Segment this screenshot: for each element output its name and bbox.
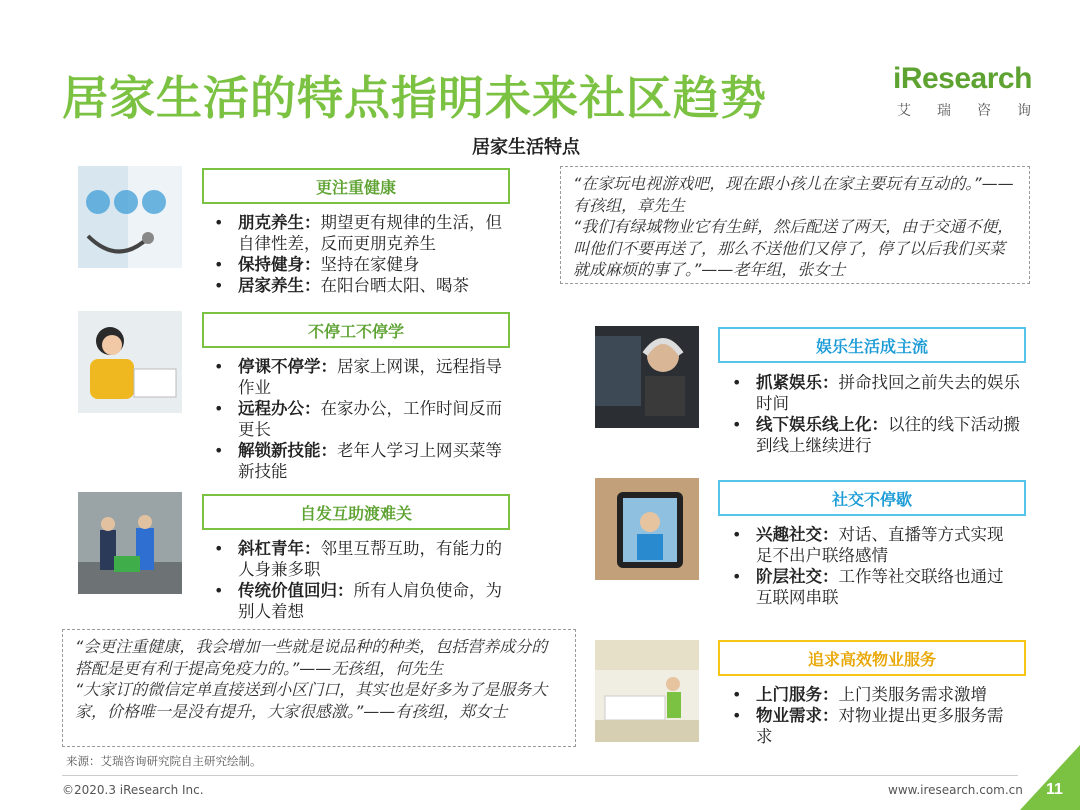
doctor-stethoscope-icon — [78, 166, 182, 268]
list-item: • 阶层社交：工作等社交联络也通过互联网串联 — [726, 566, 1016, 608]
help-label: 自发互助渡难关 — [202, 494, 510, 530]
property-bullets — [726, 684, 1016, 747]
section-subtitle: 居家生活特点 — [472, 137, 580, 158]
list-item: • 居家养生：在阳台晒太阳、喝茶 — [208, 275, 508, 296]
entertainment-bullets — [726, 372, 1020, 456]
list-item: • 兴趣社交：对话、直播等方式实现足不出户联络感情 — [726, 524, 1016, 566]
quote-text: “在家玩电视游戏吧，现在跟小孩儿在家主要玩有互动的。”——有孩组，章先生 — [573, 174, 1014, 215]
list-item: • 停课不停学：居家上网课，远程指导作业 — [208, 356, 514, 398]
home-service-photo — [595, 640, 699, 742]
list-item: • 传统价值回归：所有人肩负使命，为别人着想 — [208, 580, 506, 622]
right-quote-box — [560, 166, 1030, 284]
list-item: • 保持健身：坚持在家健身 — [208, 254, 508, 275]
work-bullets — [208, 356, 514, 482]
property-label: 追求高效物业服务 — [718, 640, 1026, 676]
health-bullets — [208, 212, 508, 296]
video-call-photo — [595, 478, 699, 580]
list-item: • 斜杠青年：邻里互帮互助，有能力的人身兼多职 — [208, 538, 506, 580]
logo-text: iResearch — [893, 62, 1032, 95]
page-number: 11 — [1046, 781, 1063, 798]
quote-text: “我们有绿城物业它有生鲜，然后配送了两天，由于交通不便，叫他们不要再送了，那么不送他们又停了，停了以后我们买菜就成麻烦的事了。”——老年组，张女士 — [573, 217, 1014, 279]
list-item: • 朋克养生：期望更有规律的生活，但自律性差，反而更朋克养生 — [208, 212, 508, 254]
list-item: • 解锁新技能：老年人学习上网买菜等新技能 — [208, 440, 514, 482]
list-item: • 线下娱乐线上化：以往的线下活动搬到线上继续进行 — [726, 414, 1020, 456]
entertainment-label: 娱乐生活成主流 — [718, 327, 1026, 363]
woman-studying-icon — [78, 311, 182, 413]
list-item: • 上门服务：上门类服务需求激增 — [726, 684, 1016, 705]
mutual-help-photo — [78, 492, 182, 594]
footer-divider — [62, 775, 1018, 776]
website-url: www.iresearch.com.cn — [888, 783, 1023, 797]
study-photo — [78, 311, 182, 413]
cleaning-service-icon — [595, 640, 699, 742]
help-bullets — [208, 538, 506, 622]
iresearch-logo — [893, 62, 1057, 122]
quote-text: “会更注重健康，我会增加一些就是说品种的种类，包括营养成分的搭配是更有利于提高免疫力的。”——无孩组，何先生 — [75, 637, 548, 678]
list-item: • 远程办公：在家办公，工作时间反而更长 — [208, 398, 514, 440]
list-item: • 抓紧娱乐：拼命找回之前失去的娱乐时间 — [726, 372, 1020, 414]
volunteers-icon — [78, 492, 182, 594]
left-quote-box — [62, 629, 576, 747]
list-item: • 物业需求：对物业提出更多服务需求 — [726, 705, 1016, 747]
copyright: ©2020.3 iResearch Inc. — [62, 783, 204, 797]
social-bullets — [726, 524, 1016, 608]
quote-text: “大家订的微信定单直接送到小区门口，其实也是好多为了是服务大家，价格唯一是没有提升，大家很感激。”——有孩组，郑女士 — [75, 680, 548, 721]
gamer-headset-icon — [595, 326, 699, 428]
social-label: 社交不停歇 — [718, 480, 1026, 516]
page-title: 居家生活的特点指明未来社区趋势 — [62, 71, 767, 125]
health-photo — [78, 166, 182, 268]
tablet-video-call-icon — [595, 478, 699, 580]
logo-subtext: 艾瑞咨询 — [897, 103, 1057, 119]
gaming-photo — [595, 326, 699, 428]
page-corner-icon — [1020, 745, 1080, 810]
source-note: 来源：艾瑞咨询研究院自主研究绘制。 — [66, 754, 262, 768]
work-label: 不停工不停学 — [202, 312, 510, 348]
health-label: 更注重健康 — [202, 168, 510, 204]
